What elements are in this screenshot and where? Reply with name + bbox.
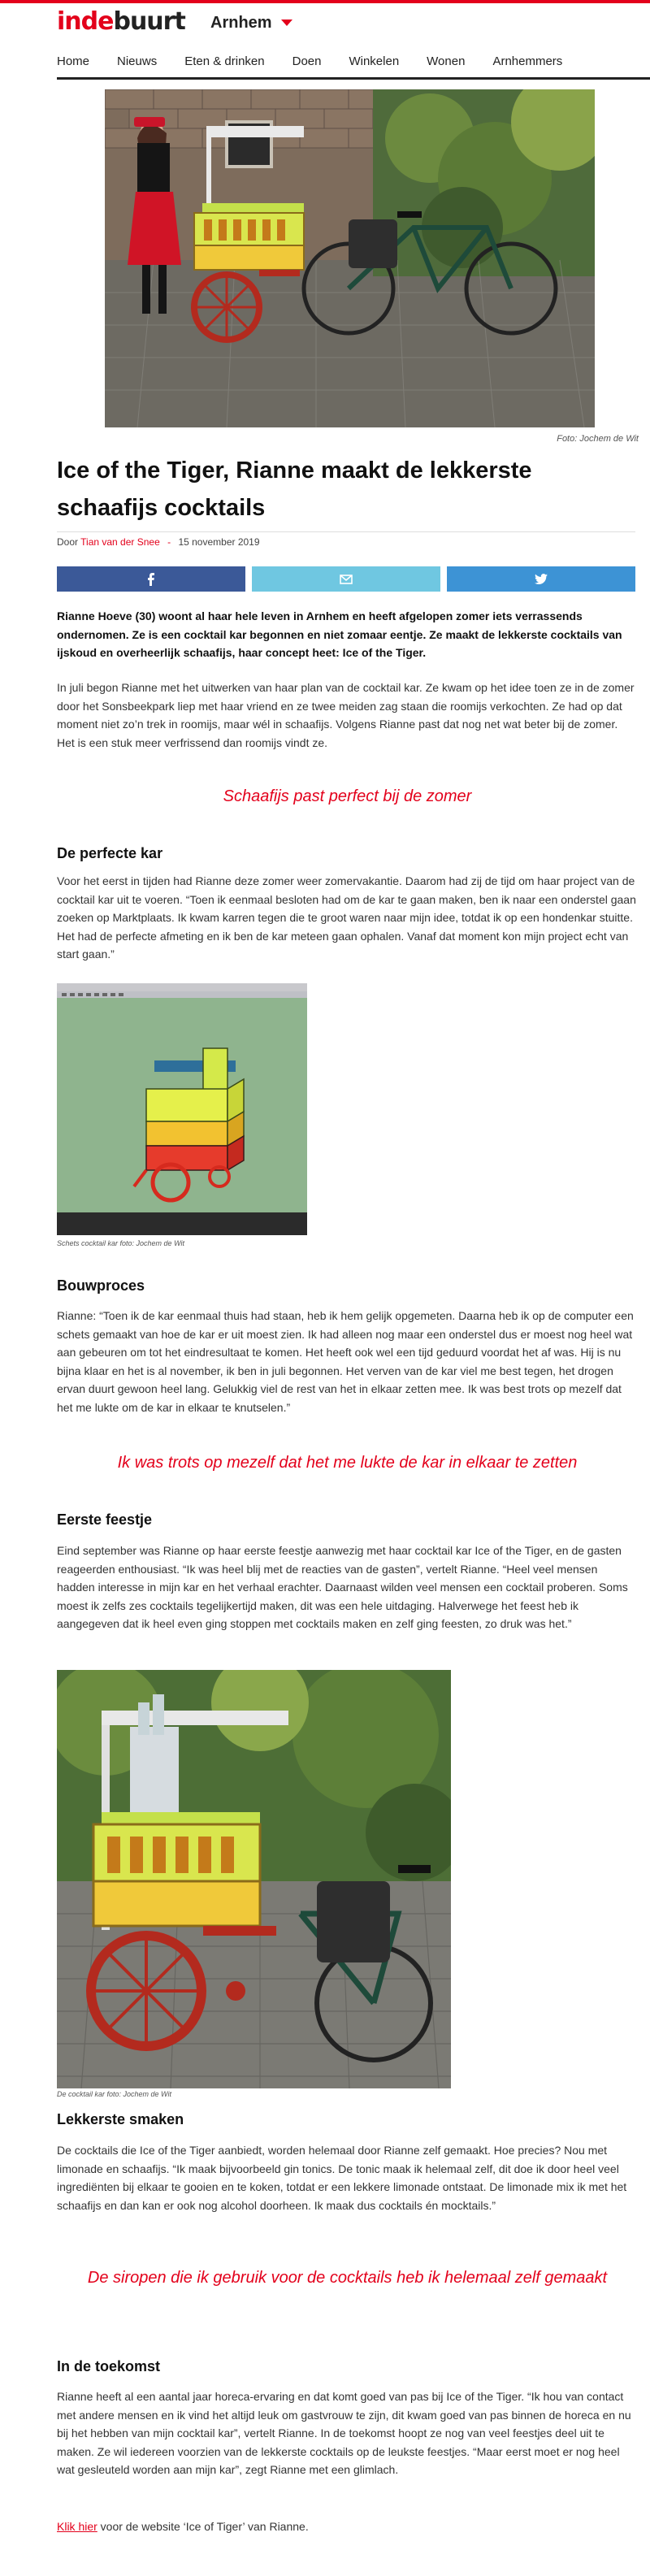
- cart-photo-illustration: [57, 1670, 451, 2088]
- logo-buurt: buurt: [113, 7, 185, 36]
- hero-photo-illustration: [105, 89, 595, 427]
- byline-separator: -: [167, 536, 171, 548]
- heading-lekkerste-smaken: Lekkerste smaken: [57, 2111, 184, 2127]
- article-intro: Rianne Hoeve (30) woont al haar hele leven in Arnhem en heeft afgelopen zomer iets verrassends ondernomen. Ze is een cocktail kar begonnen en niet zomaar eentje. Ze maakt de lekkerste cocktails van ijskoud en overheerlijk schaafijs, haar concept heet: Ice of the Tiger.: [57, 609, 622, 659]
- article-title: Ice of the Tiger, Rianne maakt de lekkerste schaafijs cocktails: [57, 458, 532, 521]
- nav-item-winkelen[interactable]: Winkelen: [349, 54, 400, 68]
- pull-quote-3: De siropen die ik gebruik voor de cocktails heb ik helemaal zelf gemaakt: [87, 2269, 608, 2287]
- share-facebook-button[interactable]: [57, 566, 245, 592]
- twitter-icon: [535, 574, 548, 585]
- heading-toekomst: In de toekomst: [57, 2358, 161, 2374]
- sketch-caption: Schets cocktail kar foto: Jochem de Wit: [57, 1239, 184, 1247]
- website-link[interactable]: Klik hier: [57, 2520, 98, 2533]
- article-paragraph-1: In juli begon Rianne met het uitwerken van haar plan van de cocktail kar. Ze kwam op het idee toen ze in de zomer door het Sonsbeekpark liep met haar vriend en ze twee meiden zag staan die roomijs verkochten. Ze had op dat moment niet zo’n trek in roomijs, maar wél in schaafijs. Volgens Rianne past dat nog net wat beter bij de zomer. Het is een stuk meer verfrissend dan roomijs vindt ze.: [57, 681, 635, 749]
- pull-quote-2: Ik was trots op mezelf dat het me lukte de kar in elkaar te zetten: [117, 1454, 578, 1472]
- sketch-illustration: [57, 983, 307, 1235]
- chevron-down-icon[interactable]: [281, 20, 292, 26]
- share-mail-button[interactable]: [252, 566, 440, 592]
- hero-photo-credit: Foto: Jochem de Wit: [557, 434, 639, 444]
- nav-item-nieuws[interactable]: Nieuws: [117, 54, 158, 68]
- byline-prefix: Door: [57, 536, 79, 548]
- publish-date: 15 november 2019: [178, 536, 260, 548]
- facebook-icon: [145, 573, 157, 586]
- title-divider: [57, 531, 635, 532]
- nav-item-doen[interactable]: Doen: [292, 54, 322, 68]
- heading-bouwproces: Bouwproces: [57, 1277, 145, 1294]
- nav-item-eten-drinken[interactable]: Eten & drinken: [184, 54, 265, 68]
- site-logo[interactable]: [57, 8, 185, 36]
- sketch-image: [57, 983, 307, 1235]
- main-nav: [57, 46, 650, 80]
- author-link[interactable]: Tian van der Snee: [80, 536, 160, 548]
- site-header: [0, 3, 650, 36]
- nav-item-arnhemmers[interactable]: Arnhemmers: [492, 54, 563, 68]
- mail-icon: [340, 575, 353, 584]
- logo-prefix: in: [57, 7, 81, 36]
- article-paragraph-5: De cocktails die Ice of the Tiger aanbiedt, worden helemaal door Rianne zelf gemaakt. Hoe precies? Nou met limonade en schaafijs. “Ik maak bijvoorbeeld gin tonics. De tonic maak ik helemaal zelf, dit doe ik door heel veel ingrediënten bij elkaar te gooien en te koken, totdat er een lekkere limonade ontstaat. De limonade mix ik met het schaafijs en dan kan er ook nog alcohol doorheen. Ik maak dus cocktails én mocktails.”: [57, 2144, 627, 2212]
- heading-eerste-feestje: Eerste feestje: [57, 1511, 153, 1528]
- heading-perfecte-kar: De perfecte kar: [57, 845, 163, 861]
- cart-photo-caption: De cocktail kar foto: Jochem de Wit: [57, 2090, 171, 2098]
- city-selector[interactable]: Arnhem: [210, 14, 272, 32]
- article-paragraph-3: Rianne: “Toen ik de kar eenmaal thuis had staan, heb ik hem gelijk opgemeten. Daarna heb ik op de computer een schets gemaakt van hoe de kar er uit moest zien. Ik had alleen nog maar een onderstel dus er moest nog heel wat aan gebeuren om tot het eindresultaat te komen. Het heeft ook wel een tijd geduurd voordat het af was. Hij is nu bijna klaar en het is al november, ik ben in juli begonnen. Het verven van de kar viel me best tegen, het drogen ervan duurt gewoon heel lang. Gelukkig viel de rest van het in elkaar zetten mee. Ik was best trots op mezelf dat het me lukte om de kar in elkaar te knutselen.”: [57, 1309, 634, 1414]
- logo-de: de: [80, 7, 114, 36]
- website-link-suffix: voor de website ‘Ice of Tiger’ van Rianne.: [97, 2520, 309, 2533]
- cart-photo: [57, 1670, 451, 2088]
- article-paragraph-6: Rianne heeft al een aantal jaar horeca-ervaring en dat komt goed van pas bij Ice of the Tiger. “Ik hou van contact met andere mensen en ik vind het altijd leuk om gastvrouw te zijn, dit kwam goed van pas binnen de horeca en nu bij het hebben van mijn cocktail kar”, vertelt Rianne. In de toekomst hoopt ze nog van veel feestjes deel uit te maken. Ze wil iedereen voorzien van de lekkerste cocktails op de leukste feestjes. “Maar eerst moet er nog heel wat gesleuteld worden aan mijn kar”, zegt Rianne met een glimlach.: [57, 2390, 631, 2476]
- article-paragraph-2: Voor het eerst in tijden had Rianne deze zomer weer zomervakantie. Daarom had zij de tijd om haar project van de cocktail kar uit te voeren. “Toen ik eenmaal besloten had om de kar te gaan maken, ben ik naar een onderstel gaan zoeken op Marktplaats. Ik kwam karren tegen die te groot waren naar mijn idee, totdat ik op een hondenkar stuitte. Het had de perfecte afmeting en ik ben de kar meteen gaan ophalen. Vanaf dat moment kon mijn project echt van start gaan.”: [57, 874, 636, 961]
- article-paragraph-4: Eind september was Rianne op haar eerste feestje aanwezig met haar cocktail kar Ice of the Tiger, en de gasten reageerden enthousiast. “Ik was heel blij met de reacties van de gasten”, vertelt Rianne. “Heel veel mensen hadden interesse in mijn kar en het verhaal erachter. Daarnaast wilden veel mensen een cocktail proberen. Soms moest ik zelfs zes cocktails tegelijkertijd maken, dit was een hele uitdaging. Halverwege het feest heb ik aangegeven dat ik heel even ging stoppen met cocktails maken en zelf ging feesten, zo druk was het.”: [57, 1544, 628, 1630]
- share-twitter-button[interactable]: [447, 566, 635, 592]
- nav-item-home[interactable]: Home: [57, 54, 90, 68]
- pull-quote-1: Schaafijs past perfect bij de zomer: [223, 787, 472, 805]
- website-link-line: [57, 2517, 638, 2536]
- hero-photo: [105, 89, 595, 427]
- nav-item-wonen[interactable]: Wonen: [427, 54, 466, 68]
- byline: [57, 536, 260, 548]
